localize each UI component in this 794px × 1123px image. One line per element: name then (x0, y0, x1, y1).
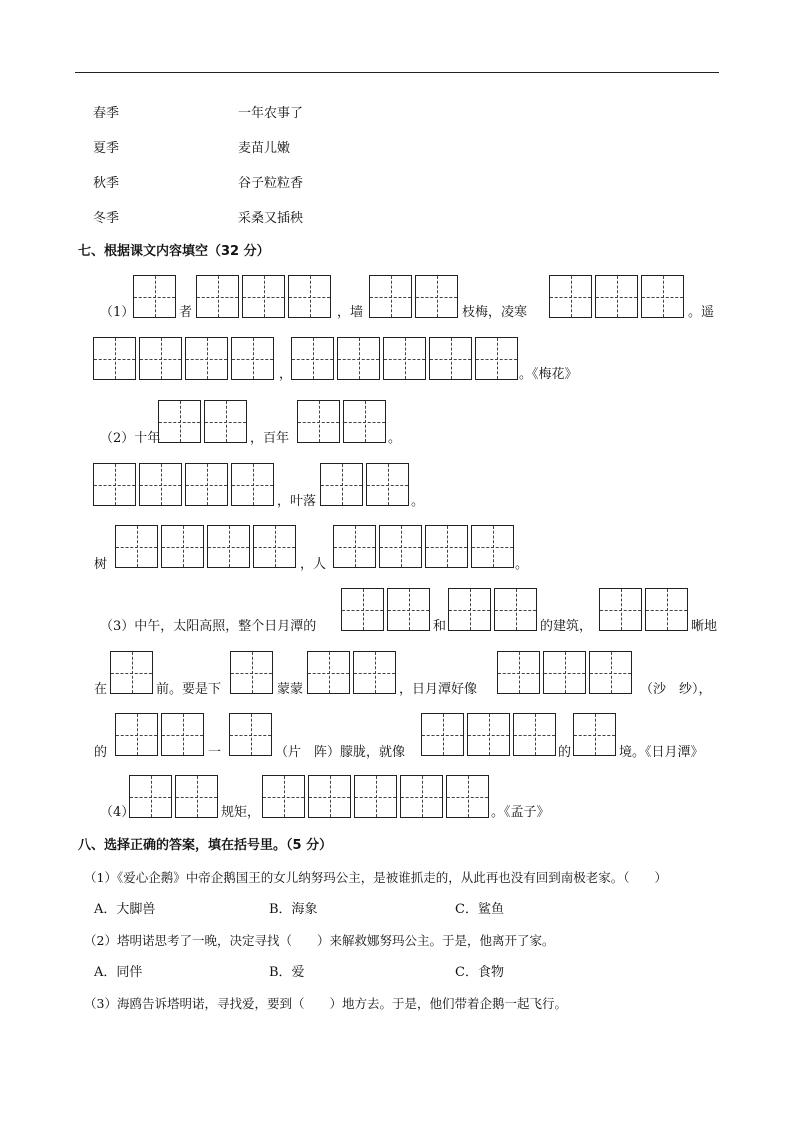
writing-grid-cell[interactable] (475, 337, 518, 380)
writing-grid-cell[interactable] (161, 713, 204, 756)
writing-grid-cell[interactable] (641, 275, 684, 318)
mc-question-2: （2）塔明诺思考了一晚，决定寻找（ ）来解救娜努玛公主。于是，他离开了家。 (84, 933, 555, 948)
q1-text: 枝梅，凌寒 (462, 305, 528, 320)
writing-grid-cell[interactable] (400, 775, 443, 818)
q2-text: 。 (515, 557, 529, 572)
writing-grid-cell[interactable] (471, 525, 514, 568)
writing-grid-cell[interactable] (93, 463, 136, 506)
q3-source: 境。《日月潭》 (619, 745, 704, 760)
writing-grid-cell[interactable] (204, 400, 247, 443)
q3-text: 蒙蒙 (277, 682, 304, 697)
q2-text: ，百年 (250, 431, 290, 446)
q1-text: 者 (179, 305, 193, 320)
writing-grid-cell[interactable] (253, 525, 296, 568)
phrase-4: 采桑又插秧 (238, 211, 304, 226)
q3-text: 晰地 (691, 619, 718, 634)
q3-text: 的 (558, 745, 572, 760)
q3-text: 在 (94, 682, 108, 697)
writing-grid-cell[interactable] (297, 400, 340, 443)
phrase-1: 一年农事了 (238, 106, 304, 121)
writing-grid-cell[interactable] (369, 275, 412, 318)
writing-grid-cell[interactable] (429, 337, 472, 380)
writing-grid-cell[interactable] (425, 525, 468, 568)
q3-number: （3）中午，太阳高照，整个日月潭的 (100, 619, 317, 634)
writing-grid-cell[interactable] (207, 525, 250, 568)
writing-grid-cell[interactable] (448, 588, 491, 631)
writing-grid-cell[interactable] (333, 525, 376, 568)
q3-text: 和 (433, 619, 447, 634)
writing-grid-cell[interactable] (387, 588, 430, 631)
q1-source: 。《梅花》 (519, 367, 578, 382)
mc-option[interactable]: C．鲨鱼 (455, 902, 504, 917)
writing-grid-cell[interactable] (110, 651, 153, 694)
season-autumn: 秋季 (93, 176, 120, 191)
writing-grid-cell[interactable] (231, 337, 274, 380)
phrase-3: 谷子粒粒香 (238, 176, 304, 191)
writing-grid-cell[interactable] (288, 275, 331, 318)
writing-grid-cell[interactable] (230, 651, 273, 694)
mc-question-3: （3）海鸥告诉塔明诺，寻找爱，要到（ ）地方去。于是，他们带着企鹅一起飞行。 (84, 996, 567, 1011)
writing-grid-cell[interactable] (185, 337, 228, 380)
writing-grid-cell[interactable] (307, 651, 350, 694)
writing-grid-cell[interactable] (421, 713, 464, 756)
writing-grid-cell[interactable] (599, 588, 642, 631)
writing-grid-cell[interactable] (196, 275, 239, 318)
writing-grid-cell[interactable] (139, 463, 182, 506)
writing-grid-cell[interactable] (308, 775, 351, 818)
writing-grid-cell[interactable] (231, 463, 274, 506)
phrase-2: 麦苗儿嫩 (238, 141, 291, 156)
writing-grid-cell[interactable] (133, 275, 176, 318)
writing-grid-cell[interactable] (175, 775, 218, 818)
q4-number: （4） (100, 805, 135, 820)
writing-grid-cell[interactable] (262, 775, 305, 818)
q4-source: 。《孟子》 (491, 805, 550, 820)
writing-grid-cell[interactable] (158, 400, 201, 443)
writing-grid-cell[interactable] (343, 400, 386, 443)
writing-grid-cell[interactable] (139, 337, 182, 380)
writing-grid-cell[interactable] (383, 337, 426, 380)
q2-text: ，人 (300, 557, 327, 572)
mc-option[interactable]: A．同伴 (94, 965, 143, 980)
mc-option[interactable]: B．爱 (269, 965, 305, 980)
writing-grid-cell[interactable] (115, 713, 158, 756)
section8-title: 八、选择正确的答案，填在括号里。（5 分） (78, 838, 333, 853)
q2-text: 树 (94, 557, 108, 572)
writing-grid-cell[interactable] (115, 525, 158, 568)
writing-grid-cell[interactable] (341, 588, 384, 631)
q3-text: 的 (94, 745, 108, 760)
writing-grid-cell[interactable] (595, 275, 638, 318)
header-rule (75, 72, 719, 73)
writing-grid-cell[interactable] (93, 337, 136, 380)
writing-grid-cell[interactable] (337, 337, 380, 380)
q2-text: ，叶落 (277, 494, 317, 509)
writing-grid-cell[interactable] (379, 525, 422, 568)
q3-text: 一 (208, 745, 222, 760)
q2-number: （2）十年 (100, 431, 161, 446)
writing-grid-cell[interactable] (543, 651, 586, 694)
writing-grid-cell[interactable] (415, 275, 458, 318)
q2-text: 。 (388, 431, 402, 446)
writing-grid-cell[interactable] (354, 775, 397, 818)
q1-text: ， (279, 367, 293, 382)
writing-grid-cell[interactable] (573, 713, 616, 756)
season-summer: 夏季 (93, 141, 120, 156)
writing-grid-cell[interactable] (589, 651, 632, 694)
mc-option[interactable]: B．海象 (269, 902, 318, 917)
section7-title: 七、根据课文内容填空（32 分） (78, 244, 270, 259)
writing-grid-cell[interactable] (129, 775, 172, 818)
writing-grid-cell[interactable] (446, 775, 489, 818)
writing-grid-cell[interactable] (242, 275, 285, 318)
writing-grid-cell[interactable] (185, 463, 228, 506)
q3-choice-2: （片 阵）朦胧，就像 (275, 745, 406, 760)
writing-grid-cell[interactable] (229, 713, 272, 756)
q3-text: 的建筑， (540, 619, 593, 634)
q3-text: ，日月潭好像 (399, 682, 478, 697)
writing-grid-cell[interactable] (467, 713, 510, 756)
writing-grid-cell[interactable] (353, 651, 396, 694)
q1-text: 。遥 (688, 305, 715, 320)
writing-grid-cell[interactable] (549, 275, 592, 318)
writing-grid-cell[interactable] (366, 463, 409, 506)
mc-option[interactable]: A．大脚兽 (94, 902, 156, 917)
writing-grid-cell[interactable] (161, 525, 204, 568)
writing-grid-cell[interactable] (645, 588, 688, 631)
mc-option[interactable]: C．食物 (455, 965, 504, 980)
season-spring: 春季 (93, 106, 120, 121)
q1-text: ，墙 (337, 305, 364, 320)
q3-choice-1: （沙 纱）， (640, 682, 712, 697)
q1-number: （1） (100, 305, 135, 320)
mc-question-1: （1）《爱心企鹅》中帝企鹅国王的女儿纳努玛公主，是被谁抓走的，从此再也没有回到南极老家。（ ） (84, 870, 667, 885)
writing-grid-cell[interactable] (497, 651, 540, 694)
q3-text: 前。要是下 (156, 682, 222, 697)
writing-grid-cell[interactable] (513, 713, 556, 756)
writing-grid-cell[interactable] (494, 588, 537, 631)
writing-grid-cell[interactable] (291, 337, 334, 380)
season-winter: 冬季 (93, 211, 120, 226)
q4-text: 规矩， (221, 805, 261, 820)
q2-text: 。 (411, 494, 425, 509)
writing-grid-cell[interactable] (320, 463, 363, 506)
